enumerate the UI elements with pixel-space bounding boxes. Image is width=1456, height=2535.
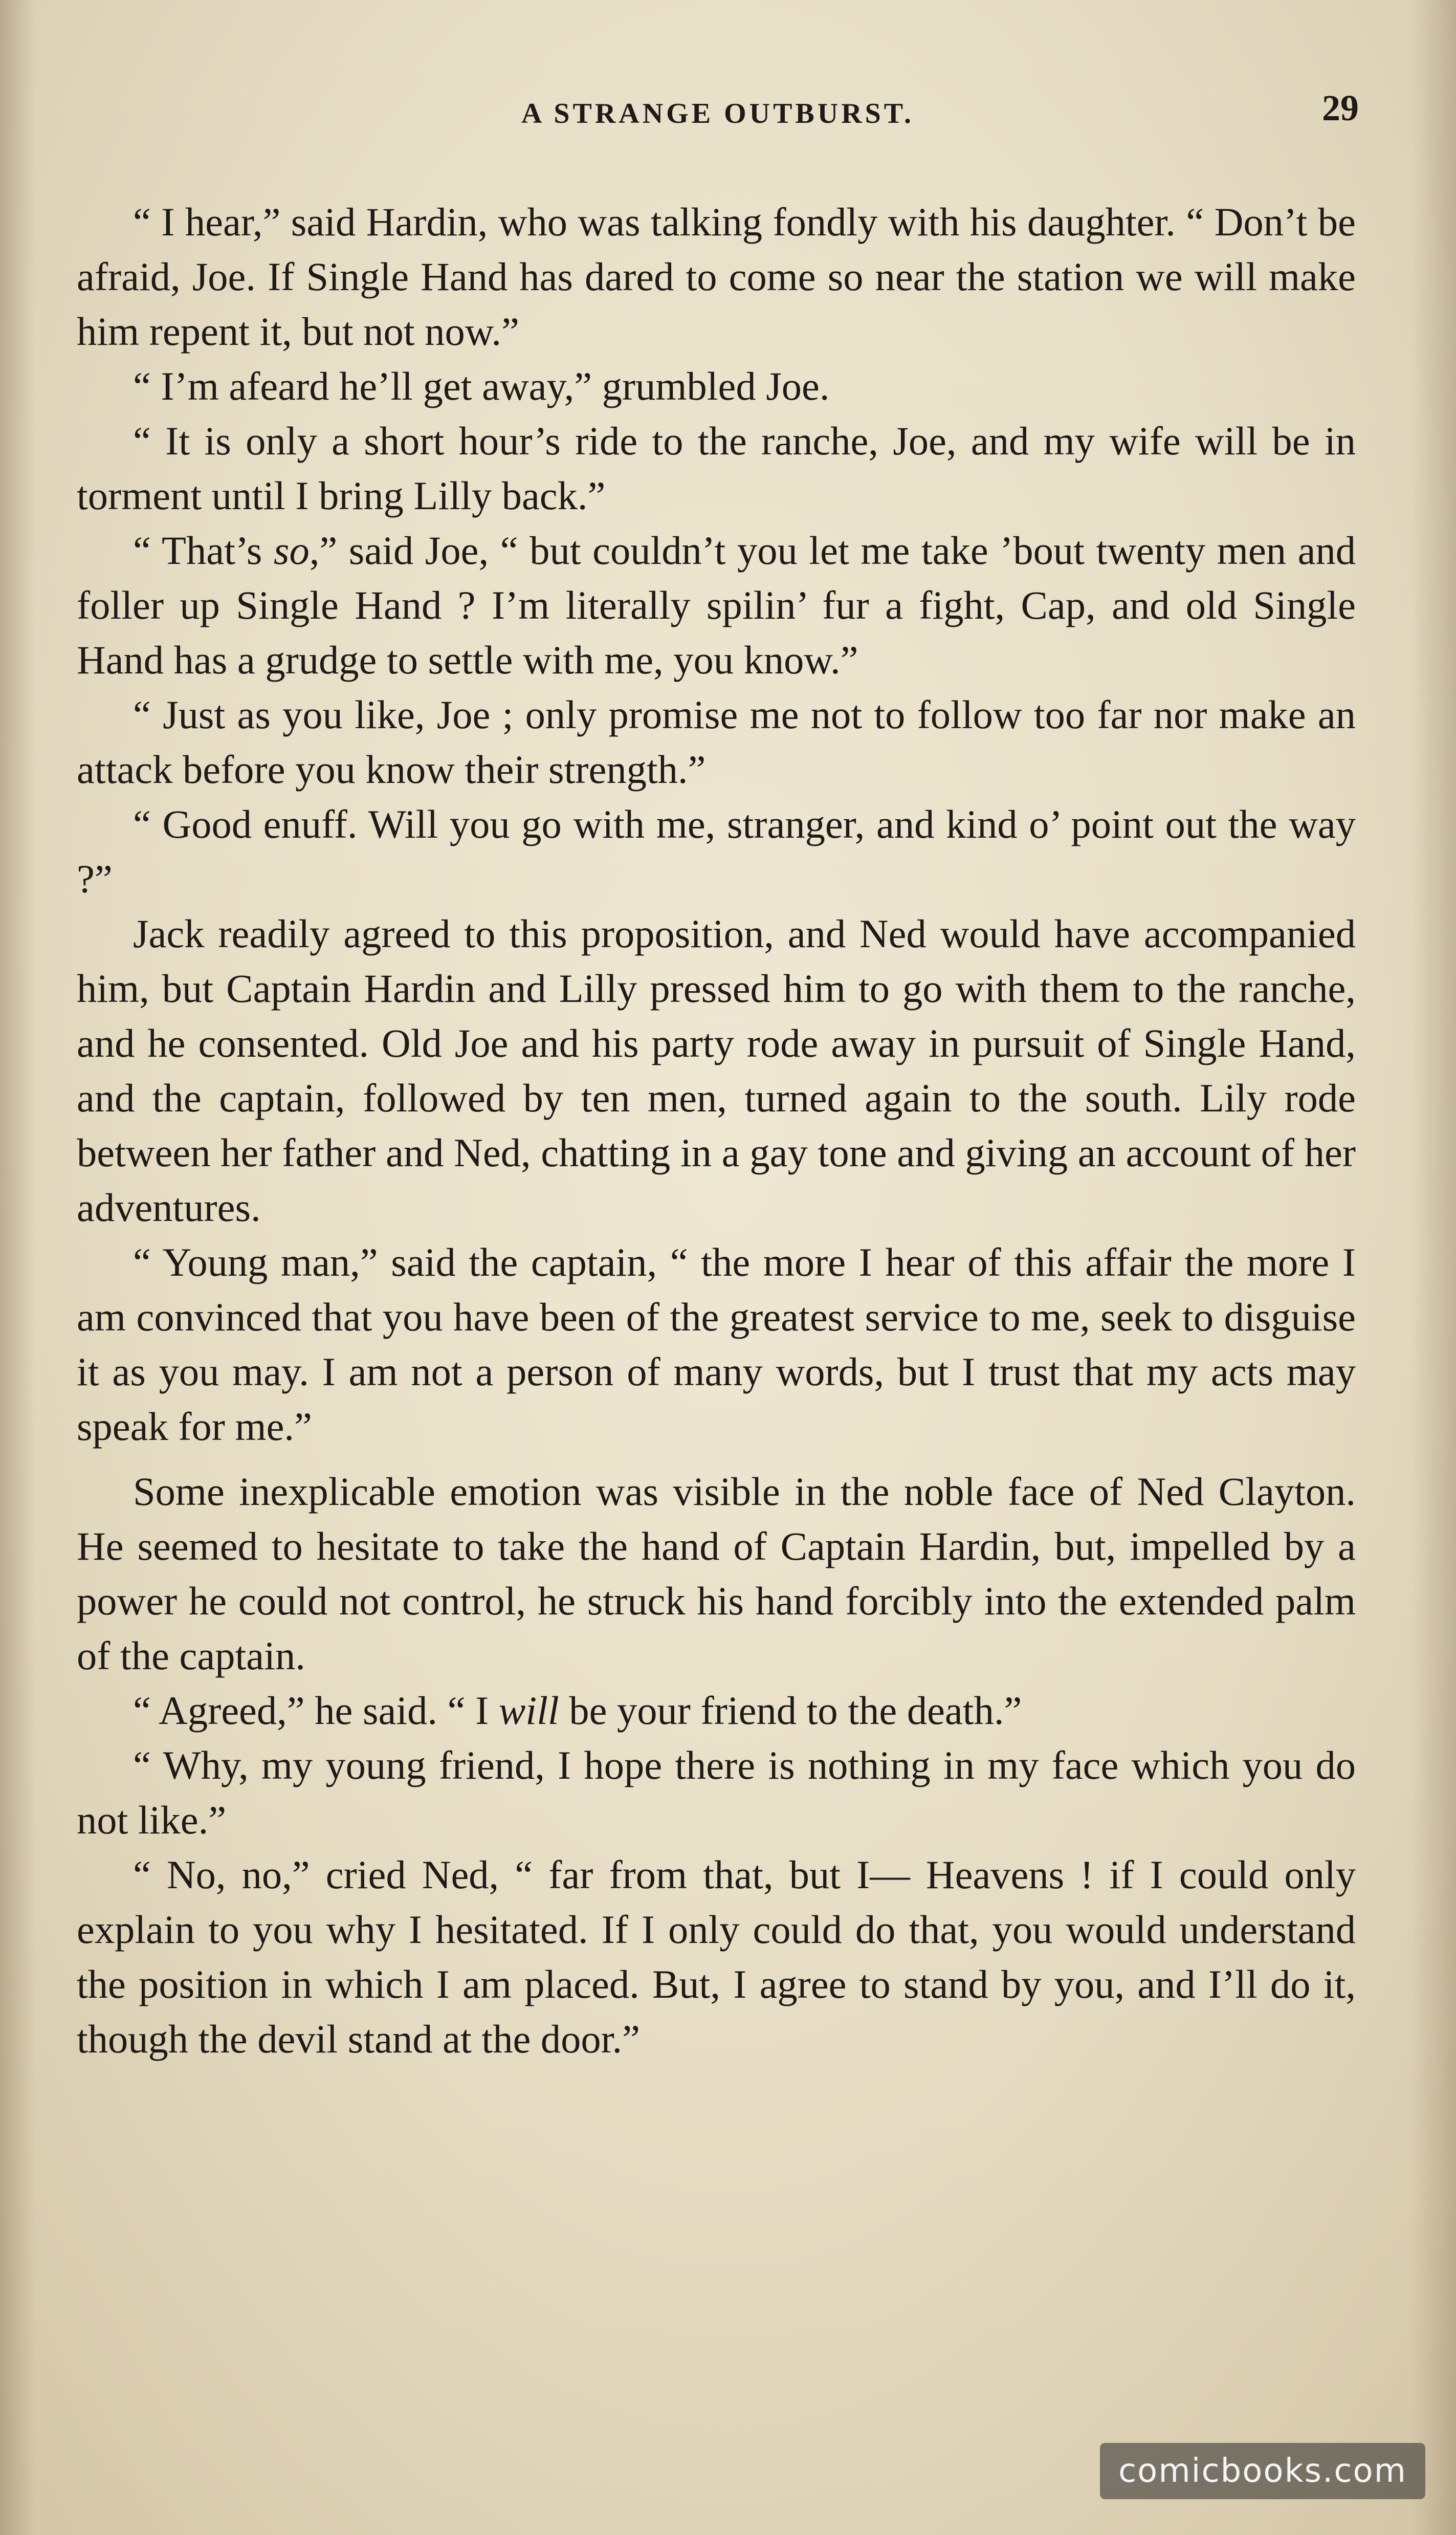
paragraph: “ I hear,” said Hardin, who was talking fondly with his daughter. “ Don’t be afraid, Joe. If Single Hand has dared to come so near the station we will make him repent it, but not now.” <box>77 200 1356 354</box>
paragraph-text: ,” said Joe, “ but couldn’t you let me take ’bout twenty men and foller up Single Hand ? I’m literally spilin’ fur a fight, Cap, and old Single Hand has a grudge to settle with me, you know.” <box>77 528 1356 682</box>
paragraph: “ I’m afeard he’ll get away,” grumbled Joe. <box>133 364 830 408</box>
body-text <box>77 194 1356 2066</box>
paragraph-text: be your friend to the death.” <box>559 1688 1022 1733</box>
paragraph: Some inexplicable emotion was visible in the noble face of Ned Clayton. He seemed to hesitate to take the hand of Captain Hardin, but, impelled by a power he could not control, he struck his hand forcibly into the extended palm of the captain. <box>77 1469 1356 1678</box>
source-watermark: comicbooks.com <box>1100 2443 1425 2499</box>
paragraph: Jack readily agreed to this proposition, and Ned would have accompanied him, but Captain Hardin and Lilly pressed him to go with them to the ranche, and he consented. Old Joe and his party rode away in pursuit of Single Hand, and the captain, followed by ten men, turned again to the south. Lily rode between her father and Ned, chatting in a gay tone and giving an account of her adventures. <box>77 911 1356 1230</box>
paragraph-text: “ Agreed,” he said. “ I <box>133 1688 499 1733</box>
page-number: 29 <box>1322 88 1359 128</box>
paragraph: “ It is only a short hour’s ride to the ranche, Joe, and my wife will be in torment until I bring Lilly back.” <box>77 419 1356 518</box>
paragraph: “ Good enuff. Will you go with me, stranger, and kind o’ point out the way ?” <box>77 802 1356 901</box>
italic-word: will <box>498 1688 559 1733</box>
paragraph: “ No, no,” cried Ned, “ far from that, but I— Heavens ! if I could only explain to you why I hesitated. If I only could do that, you would understand the position in which I am placed. But, I agree to stand by you, and I’ll do it, though the devil stand at the door.” <box>77 1852 1356 2061</box>
page-header <box>77 87 1359 148</box>
paragraph <box>77 523 1356 687</box>
paragraph-text: “ That’s <box>133 528 274 573</box>
running-title: A STRANGE OUTBURST. <box>521 98 914 129</box>
paragraph: “ Why, my young friend, I hope there is nothing in my face which you do not like.” <box>77 1743 1356 1842</box>
paragraph <box>77 1683 1356 1738</box>
paragraph: “ Just as you like, Joe ; only promise me not to follow too far nor make an attack before you know their strength.” <box>77 692 1356 792</box>
italic-word: so <box>273 528 310 573</box>
paragraph: “ Young man,” said the captain, “ the more I hear of this affair the more I am convinced that you have been of the greatest service to me, seek to disguise it as you may. I am not a person of many words, but I trust that my acts may speak for me.” <box>77 1240 1356 1449</box>
